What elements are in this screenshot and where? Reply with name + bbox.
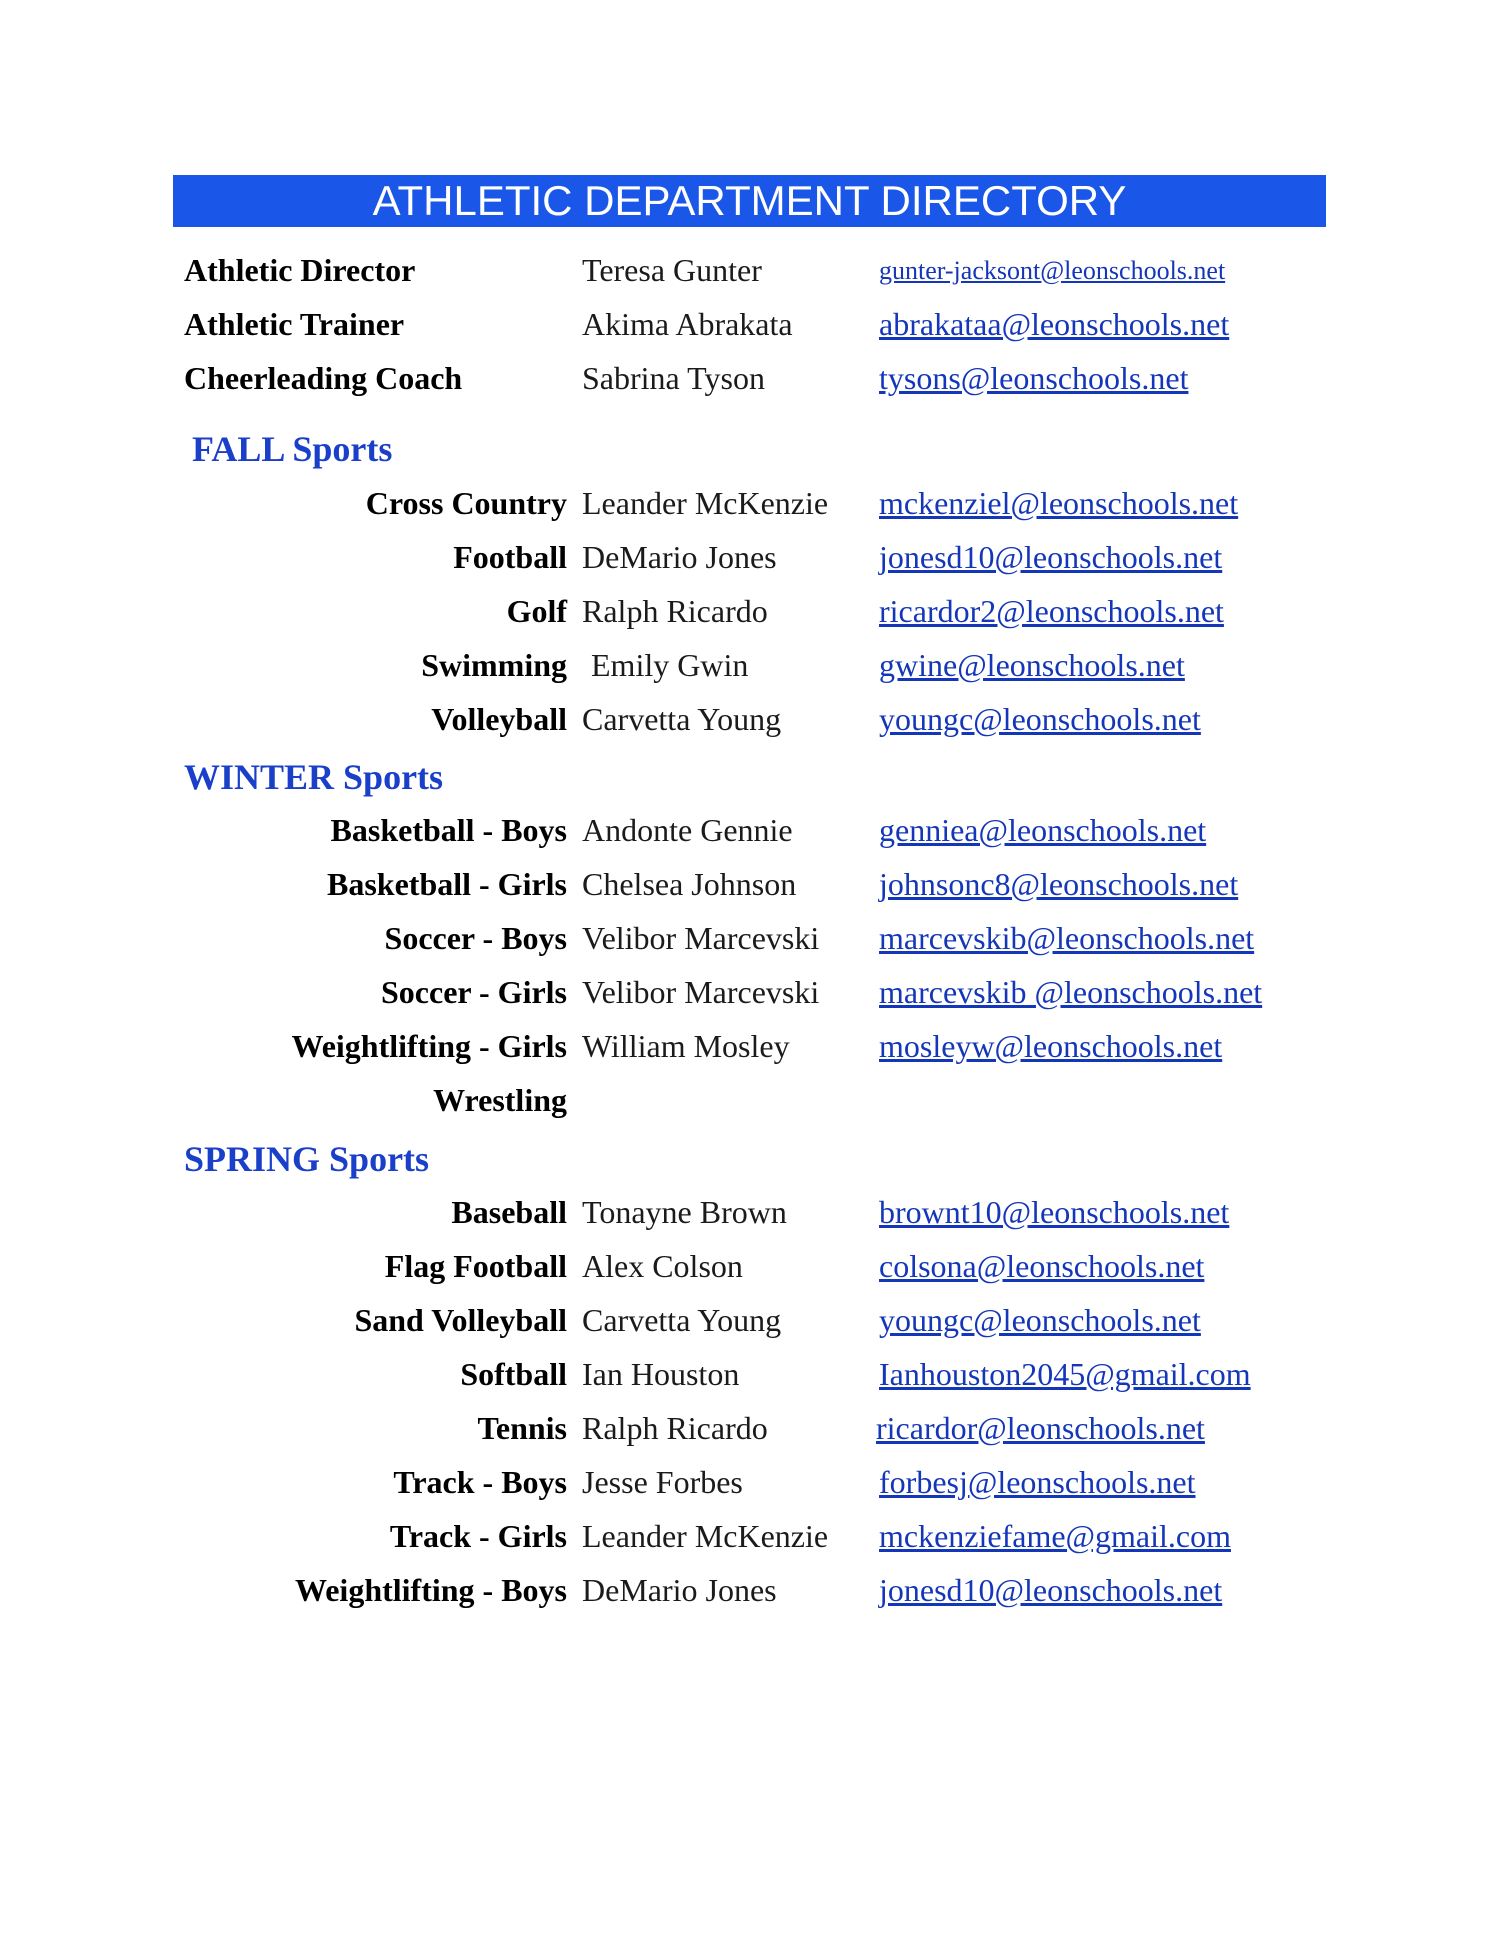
coach-email-link[interactable]: gwine@leonschools.net xyxy=(879,647,1185,683)
fall-sports-heading: FALL Sports xyxy=(192,429,393,469)
sport-row xyxy=(0,593,1500,643)
sport-row xyxy=(0,701,1500,751)
coach-name: Velibor Marcevski xyxy=(582,974,820,1010)
sport-row xyxy=(0,974,1500,1024)
coach-name: Carvetta Young xyxy=(582,701,782,737)
staff-row xyxy=(0,252,1500,302)
sport-label: Basketball - Boys xyxy=(330,812,567,848)
coach-email-link[interactable]: colsona@leonschools.net xyxy=(879,1248,1205,1284)
sport-row xyxy=(0,1028,1500,1078)
sport-row xyxy=(0,920,1500,970)
coach-name: Ralph Ricardo xyxy=(582,1410,768,1446)
staff-row xyxy=(0,306,1500,356)
coach-name: William Mosley xyxy=(582,1028,790,1064)
coach-name: DeMario Jones xyxy=(582,539,777,575)
coach-email-link[interactable]: brownt10@leonschools.net xyxy=(879,1194,1230,1230)
coach-email-link[interactable]: mosleyw@leonschools.net xyxy=(879,1028,1223,1064)
coach-email-link[interactable]: ricardor@leonschools.net xyxy=(876,1410,1205,1446)
staff-name: Teresa Gunter xyxy=(582,252,762,288)
staff-name: Akima Abrakata xyxy=(582,306,793,342)
sport-label: Flag Football xyxy=(384,1248,567,1284)
sport-row xyxy=(0,1572,1500,1622)
coach-name: Velibor Marcevski xyxy=(582,920,820,956)
coach-name: DeMario Jones xyxy=(582,1572,777,1608)
coach-email-link[interactable]: marcevskib@leonschools.net xyxy=(879,920,1255,956)
page-title: ATHLETIC DEPARTMENT DIRECTORY xyxy=(173,175,1326,227)
coach-email-link[interactable]: mckenziefame@gmail.com xyxy=(879,1518,1231,1554)
staff-role: Cheerleading Coach xyxy=(184,360,463,396)
sport-label: Weightlifting - Boys xyxy=(294,1572,567,1608)
staff-email-link[interactable]: abrakataa@leonschools.net xyxy=(879,306,1230,342)
coach-email-link[interactable]: youngc@leonschools.net xyxy=(879,701,1201,737)
sport-row xyxy=(0,485,1500,535)
sport-row xyxy=(0,812,1500,862)
sport-label: Tennis xyxy=(477,1410,567,1446)
coach-email-link[interactable]: ricardor2@leonschools.net xyxy=(879,593,1224,629)
sport-label: Golf xyxy=(506,593,567,629)
sport-label: Soccer - Boys xyxy=(384,920,567,956)
sport-label: Football xyxy=(453,539,567,575)
sport-label: Softball xyxy=(460,1356,567,1392)
coach-name: Andonte Gennie xyxy=(582,812,793,848)
sport-row xyxy=(0,1410,1500,1460)
winter-sports-heading: WINTER Sports xyxy=(184,757,444,797)
coach-name: Tonayne Brown xyxy=(582,1194,787,1230)
sport-row xyxy=(0,539,1500,589)
sport-row xyxy=(0,1248,1500,1298)
coach-name: Leander McKenzie xyxy=(582,1518,829,1554)
staff-email-link[interactable]: tysons@leonschools.net xyxy=(879,360,1189,396)
coach-email-link[interactable]: mckenziel@leonschools.net xyxy=(879,485,1239,521)
coach-email-link[interactable]: Ianhouston2045@gmail.com xyxy=(879,1356,1251,1392)
sport-label: Volleyball xyxy=(431,701,567,737)
sport-row xyxy=(0,1082,1500,1132)
staff-row xyxy=(0,360,1500,410)
coach-name: Carvetta Young xyxy=(582,1302,782,1338)
coach-email-link[interactable]: youngc@leonschools.net xyxy=(879,1302,1201,1338)
coach-name: Emily Gwin xyxy=(591,647,749,683)
sport-label: Basketball - Girls xyxy=(326,866,567,902)
sport-label: Soccer - Girls xyxy=(380,974,567,1010)
staff-role: Athletic Director xyxy=(184,252,416,288)
sport-label: Cross Country xyxy=(365,485,567,521)
staff-role: Athletic Trainer xyxy=(184,306,405,342)
coach-name: Jesse Forbes xyxy=(582,1464,743,1500)
coach-email-link[interactable]: jonesd10@leonschools.net xyxy=(879,1572,1223,1608)
sport-label: Sand Volleyball xyxy=(354,1302,567,1338)
coach-name: Ian Houston xyxy=(582,1356,740,1392)
coach-name: Leander McKenzie xyxy=(582,485,829,521)
sport-row xyxy=(0,1356,1500,1406)
coach-name: Chelsea Johnson xyxy=(582,866,797,902)
sport-row xyxy=(0,1464,1500,1514)
coach-name: Alex Colson xyxy=(582,1248,743,1284)
sport-row xyxy=(0,866,1500,916)
coach-email-link[interactable]: johnsonc8@leonschools.net xyxy=(879,866,1239,902)
coach-email-link[interactable]: marcevskib @leonschools.net xyxy=(879,974,1263,1010)
sport-row xyxy=(0,1194,1500,1244)
sport-label: Track - Boys xyxy=(393,1464,567,1500)
sport-row xyxy=(0,1518,1500,1568)
sport-label: Wrestling xyxy=(433,1082,567,1118)
sport-label: Baseball xyxy=(451,1194,567,1230)
staff-email-link[interactable]: gunter-jacksont@leonschools.net xyxy=(879,256,1226,285)
spring-sports-heading: SPRING Sports xyxy=(184,1139,430,1179)
sport-label: Weightlifting - Girls xyxy=(291,1028,567,1064)
coach-email-link[interactable]: genniea@leonschools.net xyxy=(879,812,1207,848)
sport-row xyxy=(0,1302,1500,1352)
coach-name: Ralph Ricardo xyxy=(582,593,768,629)
sport-label: Swimming xyxy=(421,647,567,683)
staff-name: Sabrina Tyson xyxy=(582,360,765,396)
coach-email-link[interactable]: forbesj@leonschools.net xyxy=(879,1464,1196,1500)
sport-row xyxy=(0,647,1500,697)
sport-label: Track - Girls xyxy=(389,1518,567,1554)
coach-email-link[interactable]: jonesd10@leonschools.net xyxy=(879,539,1223,575)
